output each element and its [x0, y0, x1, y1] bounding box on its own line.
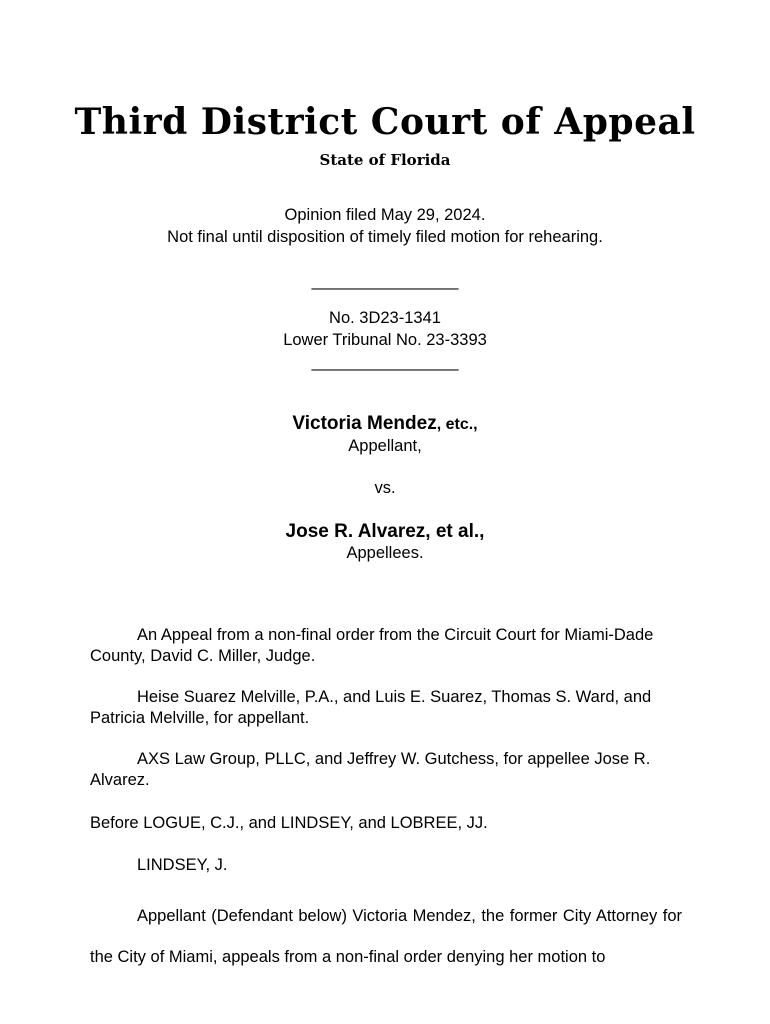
appeal-origin-paragraph: An Appeal from a non-final order from the Circuit Court for Miami-Dade County, David C. Miller, Judge.: [90, 626, 654, 665]
appellee-heading: [0, 520, 770, 544]
appellee-name: Jose R. Alvarez, et al.,: [285, 521, 485, 542]
separator-line: ________________: [311, 272, 459, 290]
separator-line: ________________: [311, 353, 459, 371]
appellant-suffix: , etc.,: [436, 416, 478, 433]
appellant-name: Victoria Mendez: [292, 413, 437, 434]
appellant-counsel-paragraph: Heise Suarez Melville, P.A., and Luis E. Suarez, Thomas S. Ward, and Patricia Melville, for appellant.: [90, 688, 652, 727]
appellant-role: Appellant,: [348, 437, 422, 455]
case-number: No. 3D23-1341: [329, 309, 441, 327]
appellee-counsel-paragraph: AXS Law Group, PLLC, and Jeffrey W. Gutchess, for appellee Jose R. Alvarez.: [90, 750, 651, 789]
opinion-author: LINDSEY, J.: [137, 856, 228, 874]
court-title: Third District Court of Appeal: [74, 101, 696, 143]
versus-label: vs.: [374, 479, 396, 497]
not-final-notice: Not final until disposition of timely filed motion for rehearing.: [167, 228, 603, 246]
filing-date: Opinion filed May 29, 2024.: [284, 206, 486, 224]
lower-tribunal-number: Lower Tribunal No. 23-3393: [283, 331, 487, 349]
opinion-text: Appellant (Defendant below) Victoria Mendez, the former City Attorney for the City of Miami, appeals from a non-final order denying her motion to: [90, 907, 682, 966]
appellant-heading: [0, 412, 770, 436]
state-subtitle: State of Florida: [319, 151, 451, 169]
panel-paragraph: Before LOGUE, C.J., and LINDSEY, and LOBREE, JJ.: [90, 814, 488, 832]
appellee-role: Appellees.: [346, 544, 424, 562]
